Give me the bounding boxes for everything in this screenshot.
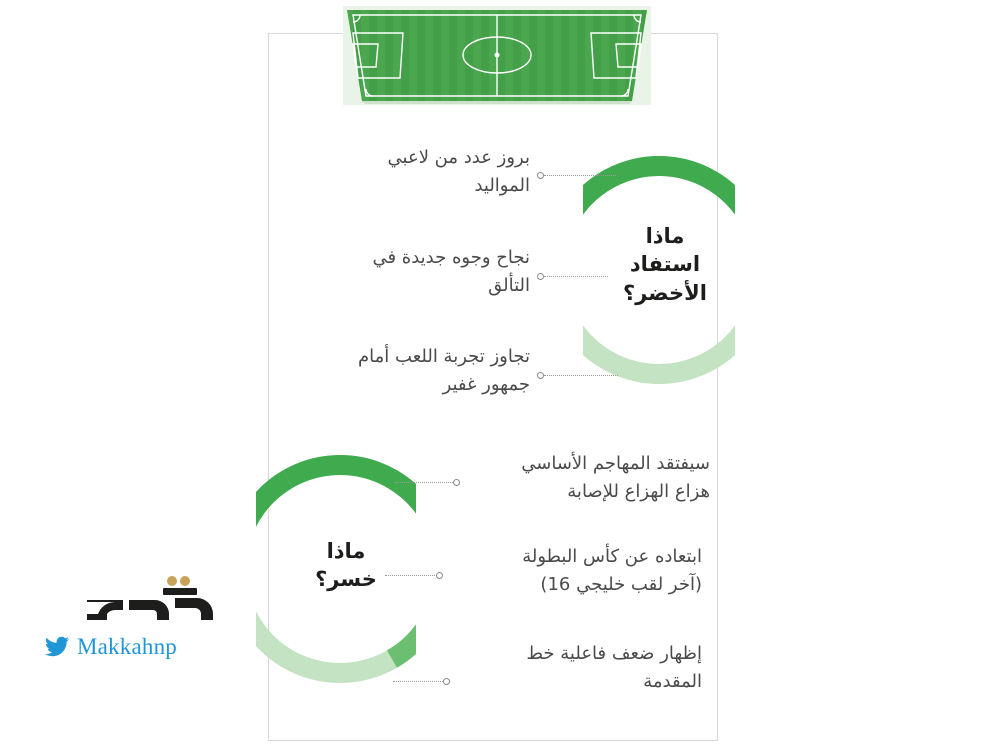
gains-item-1-line-2: المواليد bbox=[474, 174, 530, 196]
football-pitch-illustration bbox=[337, 0, 657, 118]
gains-dot-1 bbox=[537, 172, 544, 179]
gains-item-3-line-2: جمهور غفير bbox=[442, 373, 530, 395]
losses-item-1-line-1: سيفتقد المهاجم الأساسي bbox=[521, 453, 710, 474]
losses-title bbox=[281, 537, 411, 594]
gains-title bbox=[600, 222, 730, 307]
gains-title-line-1: ماذا bbox=[645, 224, 685, 248]
losses-dot-1 bbox=[453, 479, 460, 486]
brand-logo bbox=[44, 574, 219, 670]
losses-item-2-line-2: (آخر لقب خليجي 16) bbox=[540, 573, 702, 595]
gains-item-3 bbox=[280, 343, 530, 399]
gains-leader-1 bbox=[544, 175, 616, 176]
losses-item-3-line-1: إظهار ضعف فاعلية خط bbox=[526, 643, 702, 664]
losses-title-line-2: خسر؟ bbox=[315, 567, 377, 592]
gains-dot-2 bbox=[537, 273, 544, 280]
gains-item-1-line-1: بروز عدد من لاعبي bbox=[387, 147, 530, 168]
twitter-handle-row bbox=[44, 634, 219, 660]
makkah-logo-icon bbox=[79, 574, 219, 630]
gains-dot-3 bbox=[537, 372, 544, 379]
losses-item-3-line-2: المقدمة bbox=[643, 670, 702, 692]
twitter-handle-text: Makkahnp bbox=[77, 634, 177, 659]
twitter-bird-icon bbox=[44, 636, 70, 658]
gains-item-2 bbox=[280, 244, 530, 300]
losses-dot-2 bbox=[436, 572, 443, 579]
gains-leader-2 bbox=[544, 276, 608, 277]
losses-title-line-1: ماذا bbox=[326, 539, 366, 563]
gains-item-2-line-1: نجاح وجوه جديدة في bbox=[372, 247, 530, 268]
losses-leader-2 bbox=[385, 575, 437, 576]
losses-leader-1 bbox=[395, 482, 453, 483]
losses-item-2 bbox=[452, 543, 702, 599]
losses-item-3 bbox=[452, 640, 702, 696]
gains-title-line-2: استفاد bbox=[629, 252, 701, 277]
losses-item-2-line-1: ابتعاده عن كأس البطولة bbox=[522, 546, 702, 567]
gains-item-3-line-1: تجاوز تجربة اللعب أمام bbox=[358, 346, 530, 367]
losses-dot-3 bbox=[443, 678, 450, 685]
losses-item-1-line-2: هزاع الهزاع للإصابة bbox=[567, 480, 710, 502]
gains-item-2-line-2: التألق bbox=[488, 274, 530, 296]
losses-item-1 bbox=[460, 450, 710, 506]
gains-item-1 bbox=[280, 144, 530, 200]
gains-leader-3 bbox=[544, 375, 618, 376]
gains-title-line-3: الأخضر؟ bbox=[623, 280, 707, 305]
losses-leader-3 bbox=[393, 681, 443, 682]
